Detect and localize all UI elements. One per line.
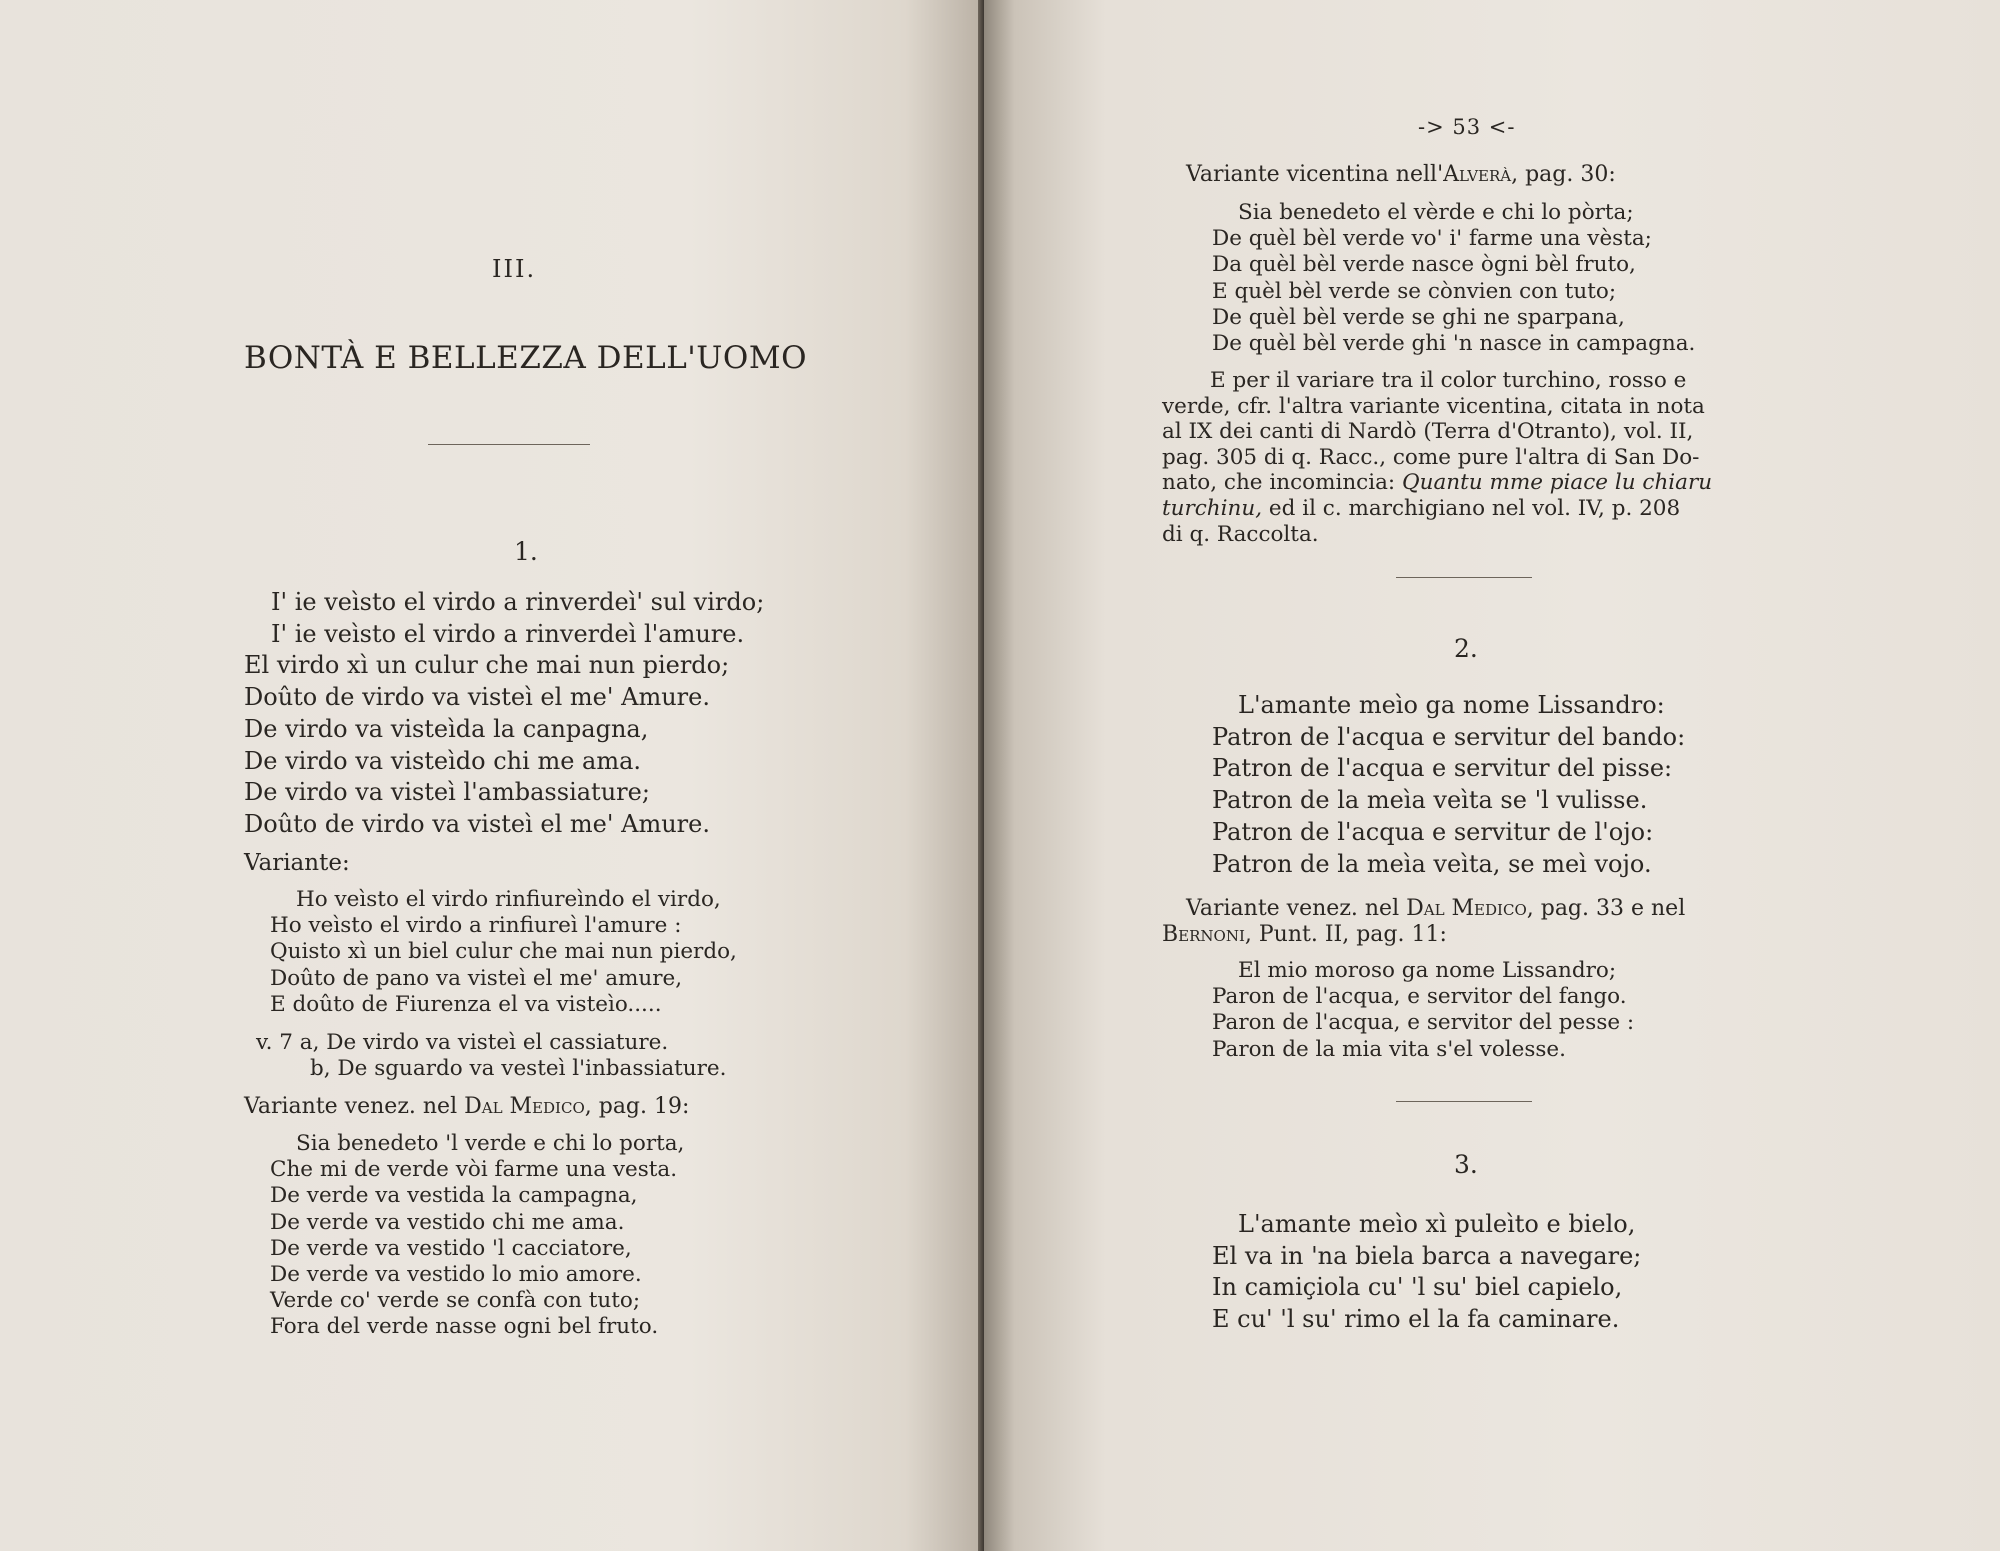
verse-line: De virdo va visteì l'ambassiature; xyxy=(244,778,650,807)
label-text: , pag. 33 e nel xyxy=(1526,896,1686,921)
verse-line: Ho veìsto el virdo rinfiureìndo el virdo, xyxy=(296,887,721,912)
verse-line: Fora del verde nasse ogni bel fruto. xyxy=(270,1314,659,1340)
author-name: Dal Medico xyxy=(464,1094,585,1119)
song-verse xyxy=(1212,1209,1641,1336)
prose-line: E per il variare tra il color turchino, rosso e xyxy=(1210,368,1687,393)
verse-line: Paron de l'acqua, e servitor del pesse : xyxy=(1212,1010,1635,1036)
verse-line: De verde va vestido chi me ama. xyxy=(270,1209,625,1235)
verse-line: De quèl bèl verde se ghi ne sparpana, xyxy=(1212,304,1625,330)
verse-line: El va in 'na biela barca a navegare; xyxy=(1212,1241,1642,1270)
author-name: Dal Medico xyxy=(1406,896,1527,921)
verse-line: El mio moroso ga nome Lissandro; xyxy=(1238,958,1617,983)
author-name: Alverà xyxy=(1443,162,1512,187)
italic-quote: turchinu, xyxy=(1162,495,1263,521)
verse-line: Paron de la mia vita s'el volesse. xyxy=(1212,1036,1566,1062)
prose-line xyxy=(1162,496,1712,522)
verse-line: I' ie veìsto el virdo a rinverdeì' sul virdo; xyxy=(271,588,765,616)
verse-line: E cu' 'l su' rimo el la fa caminare. xyxy=(1212,1305,1620,1334)
title-divider xyxy=(428,444,590,445)
verse-line: Doûto de virdo va visteì el me' Amure. xyxy=(244,683,710,712)
verse-note: b, De sguardo va vesteì l'inbassiature. xyxy=(310,1056,727,1081)
verse-line: De quèl bèl verde ghi 'n nasce in campagna. xyxy=(1212,331,1696,357)
verse-line: Verde co' verde se confà con tuto; xyxy=(270,1288,641,1314)
verse-line: Patron de l'acqua e servitur del pisse: xyxy=(1212,754,1673,783)
page-number-header: -> 53 <- xyxy=(1418,115,1516,139)
verse-line: Patron de la meìa veìta se 'l vulisse. xyxy=(1212,786,1648,815)
venez-variant-label xyxy=(1186,896,1685,921)
label-text: Variante vicentina nell' xyxy=(1186,162,1444,187)
verse-line: De verde va vestida la campagna, xyxy=(270,1183,638,1209)
prose-text: ed il c. marchigiano nel vol. IV, p. 208 xyxy=(1262,495,1681,521)
verse-line: De verde va vestido 'l cacciatore, xyxy=(270,1235,632,1261)
verse-line: Sia benedeto 'l verde e chi lo porta, xyxy=(296,1131,685,1156)
song-number: 1. xyxy=(514,537,538,566)
verse-line: Sia benedeto el vèrde e chi lo pòrta; xyxy=(1238,200,1634,225)
variant-label: Variante: xyxy=(244,850,350,876)
section-divider xyxy=(1396,1101,1532,1102)
author-name: Bernoni xyxy=(1162,922,1245,947)
venez-variant-label xyxy=(244,1094,689,1119)
verse-line: In camiçiola cu' 'l su' biel capielo, xyxy=(1212,1273,1623,1302)
verse-line: De verde va vestido lo mio amore. xyxy=(270,1262,642,1288)
verse-line: E doûto de Fiurenza el va visteìo..... xyxy=(270,991,662,1017)
label-text: Variante venez. nel xyxy=(244,1094,465,1119)
song-verse xyxy=(244,587,764,841)
prose-line: al IX dei canti di Nardò (Terra d'Otranto), vol. II, xyxy=(1162,419,1694,445)
verse-line: Da quèl bèl verde nasce ògni bèl fruto, xyxy=(1212,252,1636,278)
italic-quote: Quantu mme piace lu chiaru xyxy=(1402,470,1713,496)
vicentina-verse xyxy=(1212,200,1695,357)
verse-line: De virdo va visteìdo chi me ama. xyxy=(244,746,642,775)
song-number: 3. xyxy=(1454,1150,1478,1179)
song-verse xyxy=(1212,690,1685,880)
vicentina-variant-label xyxy=(1186,162,1616,187)
left-page xyxy=(0,0,984,1551)
verse-line: Doûto de virdo va visteì el me' Amure. xyxy=(244,809,710,838)
commentary-paragraph xyxy=(1162,368,1712,547)
label-text: , pag. 30: xyxy=(1511,162,1616,187)
verse-line: Paron de l'acqua, e servitor del fango. xyxy=(1212,984,1627,1010)
verse-line: Ho veìsto el virdo a rinfiureì l'amure : xyxy=(270,913,682,939)
verse-line: De virdo va visteìda la canpagna, xyxy=(244,714,649,743)
venez-variant-verse xyxy=(1212,958,1634,1063)
page-title: BONTÀ E BELLEZZA DELL'UOMO xyxy=(244,340,808,376)
venez-variant-label-cont xyxy=(1162,922,1447,947)
section-number: III. xyxy=(492,255,537,283)
venez-variant-verse xyxy=(270,1131,684,1341)
song-number: 2. xyxy=(1454,634,1478,663)
verse-line: Quisto xì un biel culur che mai nun pierdo, xyxy=(270,939,737,965)
prose-line: verde, cfr. l'altra variante vicentina, citata in nota xyxy=(1162,393,1705,419)
verse-line: E quèl bèl verde se cònvien con tuto; xyxy=(1212,278,1617,304)
variant-verse xyxy=(270,887,737,1018)
verse-line: Patron de la meìa veìta, se meì vojo. xyxy=(1212,849,1652,878)
section-divider xyxy=(1396,577,1532,578)
verse-line: De quèl bèl verde vo' i' farme una vèsta; xyxy=(1212,226,1652,252)
prose-text: nato, che incomincia: xyxy=(1162,470,1402,496)
verse-line: L'amante meìo ga nome Lissandro: xyxy=(1238,691,1665,719)
verse-line: Che mi de verde vòi farme una vesta. xyxy=(270,1157,678,1183)
label-text: Variante venez. nel xyxy=(1186,896,1407,921)
prose-line xyxy=(1162,470,1712,496)
verse-line: Patron de l'acqua e servitur del bando: xyxy=(1212,722,1686,751)
verse-note: v. 7 a, De virdo va visteì el cassiature. xyxy=(256,1030,669,1055)
verse-line: I' ie veìsto el virdo a rinverdeì l'amure. xyxy=(271,619,745,648)
label-text: , Punt. II, pag. 11: xyxy=(1244,922,1447,947)
prose-line: pag. 305 di q. Racc., come pure l'altra di San Do- xyxy=(1162,444,1700,470)
verse-line: El virdo xì un culur che mai nun pierdo; xyxy=(244,651,730,680)
verse-line: Patron de l'acqua e servitur de l'ojo: xyxy=(1212,817,1654,846)
verse-line: Doûto de pano va visteì el me' amure, xyxy=(270,965,683,991)
prose-line: di q. Raccolta. xyxy=(1162,521,1319,547)
right-page xyxy=(984,0,2000,1551)
verse-line: L'amante meìo xì puleìto e bielo, xyxy=(1238,1210,1636,1238)
label-text: , pag. 19: xyxy=(584,1094,690,1119)
